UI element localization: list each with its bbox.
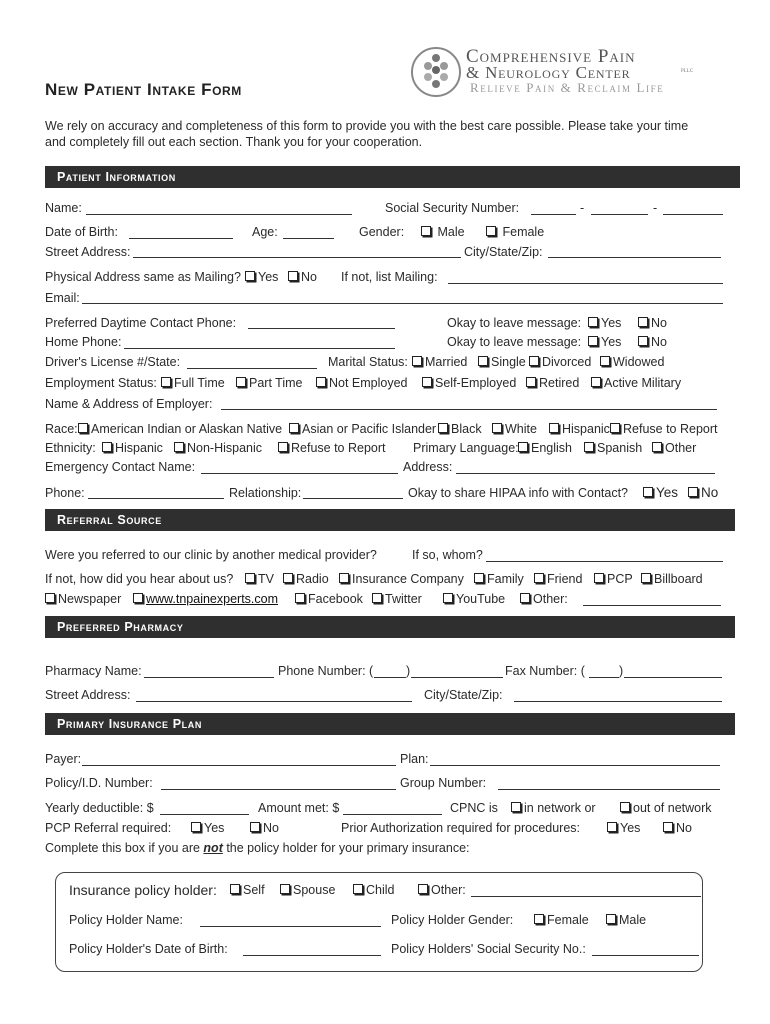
gender-label: Gender: (359, 225, 405, 239)
checkbox-icon (418, 884, 428, 894)
pharmacy-fax-area-field[interactable] (589, 677, 619, 678)
checkbox-icon (620, 802, 630, 812)
employer-label: Name & Address of Employer: (45, 397, 213, 411)
ok-msg-label-1: Okay to leave message: (447, 316, 582, 330)
logo-mark-icon (410, 46, 462, 98)
plan-label: Plan: (400, 752, 429, 766)
checkbox-icon (591, 377, 601, 387)
emp-part-time-checkbox[interactable]: Part Time (236, 376, 303, 390)
plan-field[interactable] (430, 765, 720, 766)
hear-insurance-checkbox[interactable]: Insurance Company (339, 572, 464, 586)
hipaa-no-checkbox[interactable]: No (688, 485, 718, 500)
complete-box-note: Complete this box if you are not the policy holder for your primary insurance: (45, 841, 470, 855)
checkbox-icon (316, 377, 326, 387)
day-phone-field[interactable] (248, 328, 395, 329)
checkbox-icon (412, 356, 422, 366)
checkbox-icon (161, 377, 171, 387)
logo-name-line2: & Neurology Center (466, 63, 631, 82)
checkbox-icon (438, 423, 448, 433)
if-so-whom-label: If so, whom? (412, 548, 483, 562)
yearly-ded-label: Yearly deductible: $ (45, 801, 154, 815)
logo-tagline: Relieve Pain & Reclaim Life (470, 80, 665, 95)
checkbox-icon (443, 593, 453, 603)
holder-spouse-checkbox[interactable]: Spouse (280, 883, 335, 897)
name-label: Name: (45, 201, 82, 215)
hear-youtube-checkbox[interactable]: YouTube (443, 592, 505, 606)
emp-full-time-checkbox[interactable]: Full Time (161, 376, 225, 390)
street-field[interactable] (133, 257, 461, 258)
prior-auth-yes-checkbox[interactable]: Yes (607, 821, 640, 835)
hipaa-label: Okay to share HIPAA info with Contact? (408, 486, 629, 500)
ok-msg-yes-checkbox-2[interactable]: Yes (588, 335, 621, 349)
how-hear-label: If not, how did you hear about us? (45, 572, 234, 586)
checkbox-icon (529, 356, 539, 366)
eth-non-hispanic-checkbox[interactable]: Non-Hispanic (174, 441, 262, 455)
emp-active-military-checkbox[interactable]: Active Military (591, 376, 681, 390)
pharmacy-phone-label: Phone Number: ( (278, 664, 374, 678)
primary-lang-label: Primary Language: (413, 441, 519, 455)
marital-single-checkbox[interactable]: Single (478, 355, 526, 369)
employment-label: Employment Status: (45, 376, 157, 390)
checkbox-icon (245, 573, 255, 583)
ssn-field-1[interactable] (531, 214, 576, 215)
checkbox-icon (511, 802, 521, 812)
checkbox-icon (610, 423, 620, 433)
ok-msg-yes-checkbox-1[interactable]: Yes (588, 316, 621, 330)
policy-id-label: Policy/I.D. Number: (45, 776, 153, 790)
pharmacy-fax-field[interactable] (624, 677, 722, 678)
checkbox-icon (534, 573, 544, 583)
race-white-checkbox[interactable]: White (492, 422, 537, 436)
hear-pcp-checkbox[interactable]: PCP (594, 572, 633, 586)
gender-female-checkbox[interactable]: Female (486, 225, 544, 239)
race-hispanic-checkbox[interactable]: Hispanic (549, 422, 610, 436)
checkbox-icon (606, 914, 616, 924)
checkbox-icon (289, 423, 299, 433)
checkbox-icon (250, 822, 260, 832)
hear-twitter-checkbox[interactable]: Twitter (372, 592, 422, 606)
checkbox-icon (638, 317, 648, 327)
relationship-label: Relationship: (229, 486, 302, 500)
home-phone-field[interactable] (124, 348, 395, 349)
phone-label: Phone: (45, 486, 85, 500)
checkbox-icon (280, 884, 290, 894)
checkbox-icon (45, 593, 55, 603)
prior-auth-no-checkbox[interactable]: No (663, 821, 692, 835)
marital-married-checkbox[interactable]: Married (412, 355, 467, 369)
lang-english-checkbox[interactable]: English (518, 441, 572, 455)
pharmacy-name-label: Pharmacy Name: (45, 664, 142, 678)
checkbox-icon (174, 442, 184, 452)
holder-name-label: Policy Holder Name: (69, 913, 183, 927)
pharmacy-city-label: City/State/Zip: (424, 688, 503, 702)
marital-widowed-checkbox[interactable]: Widowed (600, 355, 664, 369)
section-header-insurance: Primary Insurance Plan (45, 713, 735, 735)
day-phone-label: Preferred Daytime Contact Phone: (45, 316, 237, 330)
amount-met-label: Amount met: $ (258, 801, 340, 815)
ethnicity-label: Ethnicity: (45, 441, 96, 455)
emergency-field[interactable] (201, 473, 398, 474)
checkbox-icon (236, 377, 246, 387)
emp-self-employed-checkbox[interactable]: Self-Employed (422, 376, 516, 390)
section-header-pharmacy: Preferred Pharmacy (45, 616, 735, 638)
pharmacy-city-field[interactable] (514, 701, 722, 702)
ssn-label: Social Security Number: (385, 201, 520, 215)
city-label: City/State/Zip: (464, 245, 543, 259)
dob-label: Date of Birth: (45, 225, 118, 239)
ssn-dash-2: - (653, 201, 658, 215)
hear-other-checkbox[interactable]: Other: (520, 592, 568, 606)
email-field[interactable] (82, 303, 723, 304)
website-link[interactable]: www.tnpainexperts.com (146, 592, 279, 606)
holder-ssn-field[interactable] (592, 955, 699, 956)
pcp-ref-yes-checkbox[interactable]: Yes (191, 821, 224, 835)
payer-label: Payer: (45, 752, 82, 766)
race-refuse-checkbox[interactable]: Refuse to Report (610, 422, 718, 436)
holder-female-checkbox[interactable]: Female (534, 913, 589, 927)
dob-field[interactable] (129, 238, 233, 239)
referrer-field[interactable] (486, 561, 723, 562)
phys-same-yes-checkbox[interactable]: Yes (245, 270, 278, 284)
checkbox-icon (486, 226, 496, 236)
policy-id-field[interactable] (161, 789, 396, 790)
ok-msg-label-2: Okay to leave message: (447, 335, 582, 349)
checkbox-icon (283, 573, 293, 583)
referred-question: Were you referred to our clinic by another medical provider? (45, 548, 377, 562)
ok-msg-no-checkbox-1[interactable]: No (638, 316, 667, 330)
lang-other-checkbox[interactable]: Other (652, 441, 696, 455)
eth-hispanic-checkbox[interactable]: Hispanic (102, 441, 163, 455)
checkbox-icon (421, 226, 431, 236)
checkbox-icon (600, 356, 610, 366)
hear-other-field[interactable] (583, 605, 721, 606)
holder-dob-label: Policy Holder's Date of Birth: (69, 942, 228, 956)
holder-self-checkbox[interactable]: Self (230, 883, 265, 897)
out-network-checkbox[interactable]: out of network (620, 801, 712, 815)
gender-male-checkbox[interactable]: Male (421, 225, 465, 239)
marital-divorced-checkbox[interactable]: Divorced (529, 355, 591, 369)
hear-billboard-checkbox[interactable]: Billboard (641, 572, 703, 586)
checkbox-icon (245, 271, 255, 281)
logo-suffix: PLLC (681, 69, 694, 74)
holder-child-checkbox[interactable]: Child (353, 883, 395, 897)
emp-not-employed-checkbox[interactable]: Not Employed (316, 376, 408, 390)
home-phone-label: Home Phone: (45, 335, 122, 349)
checkbox-icon (688, 487, 698, 497)
checkbox-icon (478, 356, 488, 366)
checkbox-icon (353, 884, 363, 894)
payer-field[interactable] (82, 765, 396, 766)
relationship-field[interactable] (303, 498, 403, 499)
checkbox-icon (492, 423, 502, 433)
holder-male-checkbox[interactable]: Male (606, 913, 646, 927)
logo-name-line1: Comprehensive Pain (466, 46, 636, 67)
yearly-ded-field[interactable] (160, 814, 249, 815)
checkbox-icon (549, 423, 559, 433)
phys-same-no-checkbox[interactable]: No (288, 270, 317, 284)
pcp-ref-label: PCP Referral required: (45, 821, 172, 835)
holder-gender-label: Policy Holder Gender: (391, 913, 514, 927)
checkbox-icon (638, 336, 648, 346)
pharmacy-street-field[interactable] (136, 701, 412, 702)
ssn-field-2[interactable] (591, 214, 648, 215)
logo (410, 44, 710, 100)
pharmacy-phone-area-field[interactable] (374, 677, 406, 678)
emp-retired-checkbox[interactable]: Retired (526, 376, 579, 390)
checkbox-icon (663, 822, 673, 832)
ssn-dash-1: - (580, 201, 585, 215)
checkbox-icon (372, 593, 382, 603)
pcp-ref-no-checkbox[interactable]: No (250, 821, 279, 835)
amount-met-field[interactable] (343, 814, 442, 815)
hipaa-yes-checkbox[interactable]: Yes (643, 485, 678, 500)
emergency-address-label: Address: (403, 460, 453, 474)
checkbox-icon (422, 377, 432, 387)
intro-line1: We rely on accuracy and completeness of this form to provide you with the best care possible. Please take your time (45, 119, 689, 133)
checkbox-icon (588, 317, 598, 327)
email-label: Email: (45, 291, 80, 305)
mailing-field[interactable] (448, 283, 723, 284)
pharmacy-street-label: Street Address: (45, 688, 131, 702)
hear-radio-checkbox[interactable]: Radio (283, 572, 329, 586)
in-network-checkbox[interactable]: in network or (511, 801, 596, 815)
race-api-checkbox[interactable]: Asian or Pacific Islander (289, 422, 436, 436)
marital-label: Marital Status: (328, 355, 408, 369)
pharmacy-fax-label: Fax Number: ( (505, 664, 585, 678)
race-ai-checkbox[interactable]: American Indian or Alaskan Native (78, 422, 282, 436)
ins-holder-label: Insurance policy holder: (69, 882, 217, 898)
hear-website-checkbox[interactable] (133, 592, 278, 606)
group-number-field[interactable] (498, 789, 720, 790)
checkbox-icon (526, 377, 536, 387)
section-header-referral: Referral Source (45, 509, 735, 531)
ssn-field-3[interactable] (663, 214, 723, 215)
emergency-label: Emergency Contact Name: (45, 460, 196, 474)
age-label: Age: (252, 225, 278, 239)
employer-field[interactable] (221, 409, 717, 410)
city-field[interactable] (548, 257, 721, 258)
holder-ssn-label: Policy Holders' Social Security No.: (391, 942, 586, 956)
emergency-phone-field[interactable] (88, 498, 224, 499)
checkbox-icon (102, 442, 112, 452)
checkbox-icon (584, 442, 594, 452)
ok-msg-no-checkbox-2[interactable]: No (638, 335, 667, 349)
checkbox-icon (588, 336, 598, 346)
cpnc-label: CPNC is (450, 801, 498, 815)
holder-name-field[interactable] (200, 926, 381, 927)
checkbox-icon (288, 271, 298, 281)
checkbox-icon (278, 442, 288, 452)
phys-same-label: Physical Address same as Mailing? (45, 270, 241, 284)
dl-label: Driver's License #/State: (45, 355, 181, 369)
checkbox-icon (133, 593, 143, 603)
pharmacy-phone-paren: ) (406, 664, 411, 678)
pharmacy-fax-paren: ) (619, 664, 624, 678)
checkbox-icon (641, 573, 651, 583)
age-field[interactable] (283, 238, 334, 239)
if-not-list-label: If not, list Mailing: (341, 270, 438, 284)
checkbox-icon (339, 573, 349, 583)
checkbox-icon (520, 593, 530, 603)
prior-auth-label: Prior Authorization required for procedures: (341, 821, 581, 835)
checkbox-icon (518, 442, 528, 452)
section-header-patient: Patient Information (45, 166, 740, 188)
hear-family-checkbox[interactable]: Family (474, 572, 524, 586)
lang-spanish-checkbox[interactable]: Spanish (584, 441, 642, 455)
emergency-address-field[interactable] (456, 473, 715, 474)
checkbox-icon (643, 487, 653, 497)
hear-newspaper-checkbox[interactable]: Newspaper (45, 592, 121, 606)
race-label: Race: (45, 422, 78, 436)
pharmacy-phone-field[interactable] (411, 677, 503, 678)
checkbox-icon (191, 822, 201, 832)
checkbox-icon (534, 914, 544, 924)
checkbox-icon (474, 573, 484, 583)
holder-dob-field[interactable] (243, 955, 381, 956)
dl-field[interactable] (187, 368, 317, 369)
checkbox-icon (295, 593, 305, 603)
checkbox-icon (230, 884, 240, 894)
race-black-checkbox[interactable]: Black (438, 422, 482, 436)
checkbox-icon (78, 423, 88, 433)
hear-tv-checkbox[interactable]: TV (245, 572, 274, 586)
checkbox-icon (594, 573, 604, 583)
hear-facebook-checkbox[interactable]: Facebook (295, 592, 363, 606)
holder-other-field[interactable] (471, 896, 701, 897)
form-title: New Patient Intake Form (45, 80, 242, 99)
eth-refuse-checkbox[interactable]: Refuse to Report (278, 441, 386, 455)
pharmacy-name-field[interactable] (144, 677, 274, 678)
holder-other-checkbox[interactable]: Other: (418, 883, 466, 897)
checkbox-icon (652, 442, 662, 452)
street-label: Street Address: (45, 245, 131, 259)
name-field[interactable] (86, 214, 352, 215)
hear-friend-checkbox[interactable]: Friend (534, 572, 582, 586)
intro-line2: and completely fill out each section. Thank you for your cooperation. (45, 135, 423, 149)
group-number-label: Group Number: (400, 776, 487, 790)
checkbox-icon (607, 822, 617, 832)
